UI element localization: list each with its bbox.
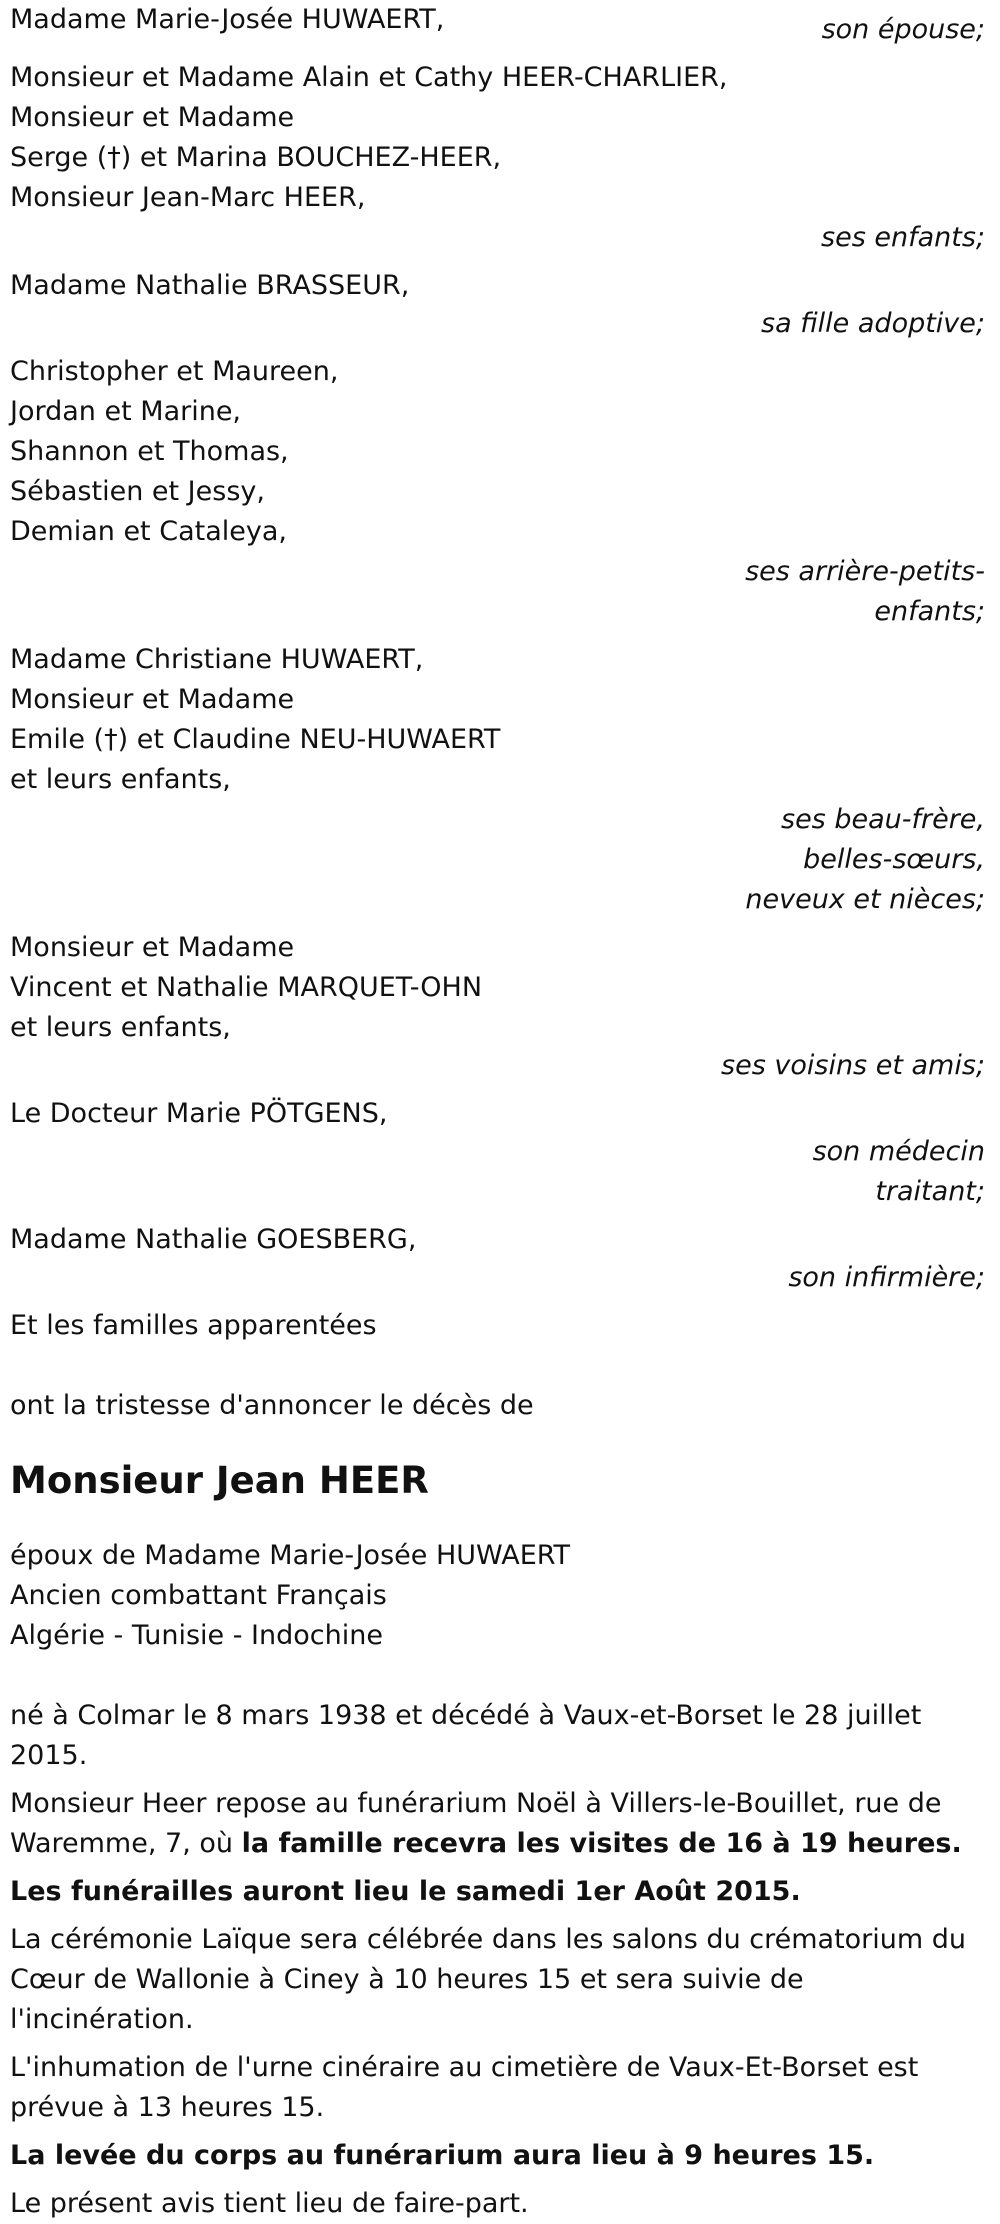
family-name-line: Madame Christiane HUWAERT,: [10, 644, 424, 675]
relation-line: ses arrière-petits-: [745, 556, 985, 587]
family-name-line: Sébastien et Jessy,: [10, 476, 265, 507]
family-name-line: Madame Nathalie GOESBERG,: [10, 1224, 417, 1255]
closing: Le présent avis tient lieu de faire-part.: [10, 2188, 529, 2219]
family-names: [10, 58, 990, 218]
family-relation: [10, 552, 990, 632]
family-name-line: Monsieur et Madame: [10, 102, 295, 133]
family-group-children: [10, 58, 990, 258]
family-name-line: Monsieur et Madame: [10, 932, 295, 963]
family-name-line: Vincent et Nathalie MARQUET-OHN: [10, 972, 483, 1003]
rest-paragraph: [10, 1784, 990, 1864]
announcement: ont la tristesse d'annoncer le décès de: [10, 1390, 534, 1421]
deceased-info-line: Algérie - Tunisie - Indochine: [10, 1620, 383, 1651]
family-relation: [10, 800, 990, 920]
family-names: [10, 266, 990, 306]
deceased-name: Monsieur Jean HEER: [10, 1459, 429, 1502]
family-names: [10, 1094, 990, 1134]
family-names: [10, 928, 990, 1048]
inhumation: L'inhumation de l'urne cinéraire au cimetière de Vaux-Et-Borset est prévue à 13 heures 15.: [10, 2052, 919, 2123]
family-name-line: Serge (†) et Marina BOUCHEZ-HEER,: [10, 142, 502, 173]
family-name-line: et leurs enfants,: [10, 764, 231, 795]
funeral-date: Les funérailles auront lieu le samedi 1er Août 2015.: [10, 1876, 801, 1907]
family-name-line: Madame Marie-Josée HUWAERT,: [10, 4, 445, 35]
family-names: [10, 352, 990, 552]
family-relation: [10, 1132, 990, 1212]
family-name-line: Demian et Cataleya,: [10, 516, 287, 547]
family-relation: [10, 1258, 990, 1298]
family-name-line: et leurs enfants,: [10, 1012, 231, 1043]
family-relation: [10, 304, 990, 344]
family-group-doctor: [10, 1094, 990, 1212]
family-name-line: Madame Nathalie BRASSEUR,: [10, 270, 410, 301]
relation-line: ses enfants;: [821, 222, 985, 253]
deceased-info-line: époux de Madame Marie-Josée HUWAERT: [10, 1540, 571, 1571]
family-name-line: Monsieur et Madame Alain et Cathy HEER-CHARLIER,: [10, 62, 728, 93]
relation-line: son épouse;: [821, 14, 985, 45]
rest-visits-bold: la famille recevra les visites de 16 à 19 heures.: [241, 1828, 962, 1859]
family-names: [10, 640, 990, 800]
family-group-great-grandchildren: [10, 352, 990, 632]
relation-line: ses voisins et amis;: [721, 1050, 985, 1081]
relation-line: son médecin: [812, 1136, 985, 1167]
family-group-neighbors: [10, 928, 990, 1086]
relation-line: belles-sœurs,: [803, 844, 985, 875]
birth-death: né à Colmar le 8 mars 1938 et décédé à Vaux-et-Borset le 28 juillet 2015.: [10, 1700, 922, 1771]
family-group-nurse: [10, 1220, 990, 1298]
family-group-adopted-daughter: [10, 266, 990, 344]
family-name-line: Monsieur Jean-Marc HEER,: [10, 182, 366, 213]
relation-line: son infirmière;: [788, 1262, 985, 1293]
family-name-line: Le Docteur Marie PÖTGENS,: [10, 1098, 388, 1129]
relation-line: neveux et nièces;: [745, 884, 985, 915]
family-relation: [10, 1046, 990, 1086]
family-group-in-laws: [10, 640, 990, 920]
deceased-info-line: Ancien combattant Français: [10, 1580, 387, 1611]
family-names: [10, 1220, 990, 1260]
levee: La levée du corps au funérarium aura lieu à 9 heures 15.: [10, 2140, 875, 2171]
family-name-line: Christopher et Maureen,: [10, 356, 339, 387]
other-families: Et les familles apparentées: [10, 1310, 377, 1341]
relation-line: enfants;: [874, 596, 985, 627]
family-name-line: Emile (†) et Claudine NEU-HUWAERT: [10, 724, 501, 755]
family-name-line: Jordan et Marine,: [10, 396, 242, 427]
ceremony: La cérémonie Laïque sera célébrée dans les salons du crématorium du Cœur de Wallonie à Ciney à 10 heures 15 et sera suivie de l'incinération.: [10, 1924, 967, 2035]
rest-text: Monsieur Heer repose au funérarium Noël à Villers-le-Bouillet, rue de Waremme, 7, où: [10, 1788, 942, 1859]
relation-line: traitant;: [875, 1176, 985, 1207]
family-name-line: Shannon et Thomas,: [10, 436, 289, 467]
relation-line: sa fille adoptive;: [761, 308, 985, 339]
family-relation: [10, 218, 990, 258]
family-name-line: Monsieur et Madame: [10, 684, 295, 715]
family-group-spouse: [10, 0, 990, 50]
relation-line: ses beau-frère,: [781, 804, 985, 835]
deceased-info: [10, 1536, 990, 1656]
